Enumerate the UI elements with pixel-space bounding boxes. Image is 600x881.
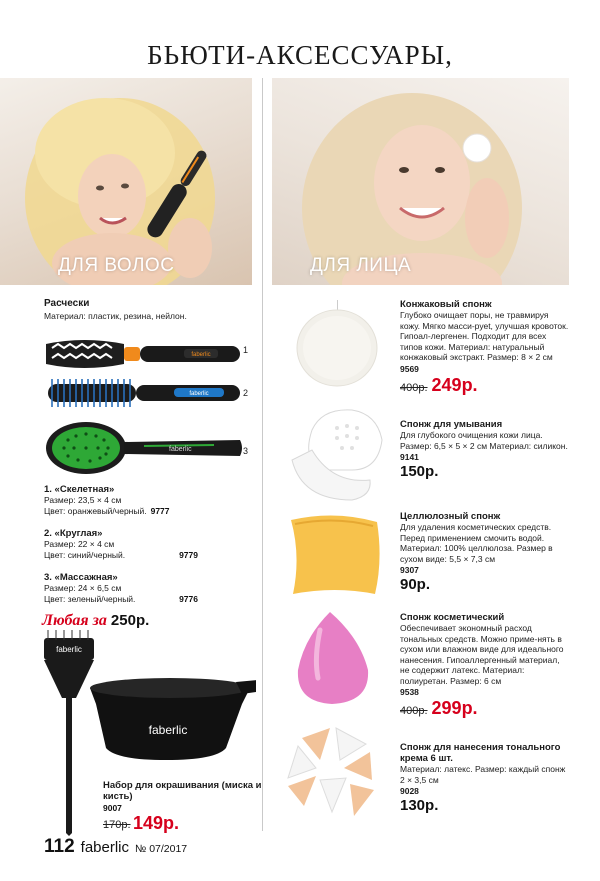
product-description: Материал: латекс. Размер: каждый спонж 2 × 3,5 см [400, 764, 566, 785]
product-price: 130р. [400, 797, 439, 814]
dye-set-name: Набор для окрашивания (миска и кисть) [103, 780, 262, 802]
foundation-sponges-image [280, 720, 380, 835]
product-description: Обеспечивает экономный расход тональных средств. Можно приме-нять в сухом или влажном виде для идеального нанесения. Гипоаллергенный материал, не содержит латекс. Материал: полиуретан. Размер: 6 см [400, 623, 564, 686]
variant-size: Размер: 23,5 × 4 см [44, 495, 122, 505]
skeleton-comb-image [44, 334, 244, 377]
face-photo [272, 78, 569, 285]
hair-photo [0, 78, 252, 285]
hair-caption: ДЛЯ ВОЛОС [58, 255, 175, 276]
dye-set-new-price: 149р. [133, 813, 180, 833]
product-sku: 9538 [400, 687, 419, 697]
variant-color: Цвет: синий/черный. [44, 549, 126, 560]
combs-heading: Расчески [44, 298, 90, 309]
product-name: Спонж косметический [400, 612, 505, 623]
product-description: Глубоко очищает поры, не травмируя кожу. Мягко масси-руеt, улучшая кровоток. Гипоал-лергенен. Подходит для всех типов кожи. Материал: натуральный конжаковый экстракт. Размер: 8 × 2 см [400, 310, 569, 362]
product-name: Целлюлозный спонж [400, 511, 501, 522]
variant-sku: 9777 [150, 505, 170, 516]
any-price-value: 250р. [110, 612, 150, 629]
cleansing-sponge-image [282, 400, 392, 515]
product-new-price: 249р. [431, 374, 478, 395]
konjac-sponge-image [285, 300, 385, 395]
face-caption: ДЛЯ ЛИЦА [310, 255, 412, 276]
variant-size: Размер: 22 × 4 см [44, 539, 115, 549]
product-old-price: 400р. [400, 381, 428, 394]
massage-comb-image [44, 420, 244, 481]
product-cellulose [400, 511, 570, 593]
variant-color: Цвет: зеленый/черный. [44, 593, 136, 604]
product-description: Для глубокого очищения кожи лица. Размер: 6,5 × 5 × 2 см Материал: силикон. [400, 430, 568, 451]
page-number: 112 [44, 836, 75, 857]
product-cleansing [400, 419, 570, 480]
product-name: Спонж для нанесения тонального крема 6 шт. [400, 742, 561, 764]
comb3-brand-label: faberlic [169, 446, 192, 453]
variant-massage [44, 572, 244, 604]
product-price: 90р. [400, 576, 431, 593]
round-comb-image [44, 376, 244, 415]
makeup-sponge-image [290, 608, 380, 713]
variant-sku: 9779 [179, 549, 198, 560]
product-name: Конжаковый спонж [400, 299, 492, 310]
woman-with-sponge-image [272, 78, 569, 285]
dye-set-sku: 9007 [103, 803, 122, 813]
variant-title: 1. «Скелетная» [44, 484, 115, 495]
product-foundation-sponges [400, 742, 570, 814]
dye-set-image [36, 628, 256, 843]
issue-number: № 07/2017 [135, 843, 188, 855]
product-description: Для удаления косметических средств. Перед применением смочить водой. Материал: 100% целлюлоза. Размер в сухом виде: 5,5 × 7,3 см [400, 522, 553, 564]
product-new-price: 299р. [431, 698, 478, 718]
variant-title: 3. «Массажная» [44, 572, 118, 583]
combs-material: Материал: пластик, резина, нейлон. [44, 311, 187, 321]
cellulose-sponge-image [285, 510, 385, 605]
any-price-label: Любая за [42, 612, 107, 629]
product-name: Спонж для умывания [400, 419, 503, 430]
product-sku: 9141 [400, 452, 419, 462]
comb1-brand-label: faberlic [191, 352, 211, 358]
product-sku: 9569 [400, 363, 419, 374]
comb-number-1: 1 [243, 345, 249, 355]
bowl-brand-label: faberlic [148, 723, 188, 737]
column-divider [262, 78, 263, 831]
product-sku: 9028 [400, 786, 419, 796]
product-old-price: 400р. [400, 705, 428, 717]
product-makeup-sponge [400, 612, 570, 719]
variant-skeleton [44, 484, 244, 516]
woman-with-brush-image [0, 78, 252, 285]
brand-name: faberlic [80, 839, 130, 856]
variant-sku: 9776 [179, 593, 198, 604]
comb2-brand-label: faberlic [189, 391, 209, 397]
variant-title: 2. «Круглая» [44, 528, 103, 539]
variant-round [44, 528, 244, 560]
comb-number-3: 3 [243, 446, 249, 456]
page-footer [44, 836, 187, 858]
variant-color: Цвет: оранжевый/черный. [44, 505, 147, 516]
variant-size: Размер: 24 × 6,5 см [44, 583, 122, 593]
product-price: 150р. [400, 463, 439, 480]
dye-set-old-price: 170р. [103, 819, 131, 831]
comb-number-2: 2 [243, 388, 249, 398]
product-sku: 9307 [400, 565, 419, 575]
product-konjac [400, 299, 570, 396]
page-title: БЬЮТИ-АКСЕССУАРЫ, [147, 40, 453, 70]
brush-brand-label: faberlic [56, 645, 82, 654]
